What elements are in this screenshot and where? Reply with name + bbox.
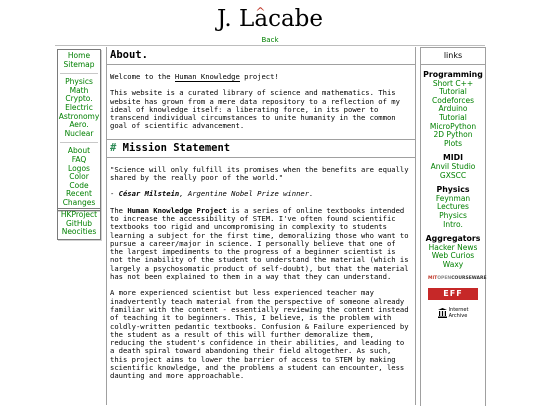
nav-link-physics[interactable]: Physics (65, 77, 93, 87)
project-paragraph: The Human Knowledge Project is a series of online textbooks intended to increase the accessibility of STEM. I've often found scientific textbooks too rigid and uncompromising in complexity to students learning a subject for the first time, demoralizing those who want to pursue a career/major in science. I personally believe that one of the largest impediments to the progress of a beginner scientist is not the inability of the student to understand the material (which is largely a psychosomatic product of self-doubt), but that the material has not been explained to them in a way that they can understand. (110, 205, 409, 282)
nav-link-math[interactable]: Math (69, 85, 89, 95)
nav-link-github[interactable]: GitHub (66, 218, 92, 228)
nav-link-sitemap[interactable]: Sitemap (63, 59, 95, 69)
header-divider (55, 45, 485, 46)
link-arduino-tutorial[interactable]: Tutorial (439, 112, 467, 122)
nav-link-recent[interactable]: Recent (66, 189, 92, 199)
intro-paragraph: This website is a curated library of science and mathematics. This website has grown from a mere data repository to a reflection of my ideal of knowledge itself: a liberating force, in its power to transcend individual circumstances to unite humanity in the common goal of scientific advancement. (110, 88, 400, 131)
links-sidebar (420, 47, 486, 406)
link-anvil-studio[interactable]: Anvil Studio (430, 161, 476, 171)
nav-link-astronomy[interactable]: Astronomy (58, 111, 100, 121)
nav-link-about[interactable]: About (67, 146, 91, 156)
logo-suffix: cabe (268, 6, 323, 32)
link-codeforces[interactable]: Codeforces (432, 95, 474, 105)
welcome-text: Welcome to the Human Knowledge project! (110, 72, 279, 81)
nav-link-logos[interactable]: Logos (68, 163, 90, 173)
heading-hash: # (110, 141, 117, 154)
links-section-physics: Physics Feynman Lectures Physics Intro. (421, 186, 485, 229)
nav-divider (60, 142, 98, 143)
nav-link-changes[interactable]: Changes (62, 197, 96, 207)
nav-box-home (57, 49, 101, 211)
link-plots[interactable]: Plots (443, 138, 463, 148)
site-logo[interactable] (0, 6, 540, 32)
nav-link-home[interactable]: Home (67, 51, 91, 60)
links-section-aggregators: Aggregators Hacker News Web Curios Waxy (421, 235, 485, 269)
link-2d-python[interactable]: 2D Python (433, 130, 473, 140)
link-physics-intro[interactable]: Physics (439, 210, 467, 220)
links-title: links (421, 48, 485, 65)
link-lectures[interactable]: Lectures (437, 202, 469, 212)
quote-attribution: - César Milstein, Argentine Nobel Prize winner. (110, 189, 314, 199)
link-micropython[interactable]: MicroPython (429, 121, 477, 131)
link-arduino[interactable]: Arduino (438, 104, 468, 114)
nav-divider (60, 73, 98, 74)
nav-link-color[interactable]: Color (69, 172, 89, 182)
logo-prefix: J. L (217, 6, 255, 32)
link-hacker-news[interactable]: Hacker News (428, 242, 478, 252)
nav-link-code[interactable]: Code (69, 180, 89, 190)
link-tutorial[interactable]: Tutorial (439, 87, 467, 97)
internet-archive-badge[interactable]: Internet Archive (428, 306, 478, 320)
nav-box-projects (57, 208, 101, 240)
links-section-midi: MIDI Anvil Studio GXSCC (421, 154, 485, 180)
nav-link-hkproject[interactable]: HKProject (60, 210, 98, 219)
link-web-curios[interactable]: Web Curios (431, 251, 475, 261)
attribution-name: César Milstein (118, 189, 180, 199)
nav-link-nuclear[interactable]: Nuclear (64, 128, 94, 138)
eff-badge[interactable]: EFF (428, 288, 478, 300)
nav-link-crypto[interactable]: Crypto. (65, 94, 93, 104)
link-waxy[interactable]: Waxy (442, 259, 464, 269)
link-feynman[interactable]: Feynman (435, 193, 471, 203)
links-section-programming: Programming Short C++ Tutorial Codeforces Arduino Tutorial MicroPython 2D Python Plots (421, 71, 485, 148)
archive-building-icon (438, 308, 447, 318)
nav-link-neocities[interactable]: Neocities (61, 227, 97, 237)
link-gxscc[interactable]: GXSCC (439, 170, 467, 180)
nav-link-faq[interactable]: FAQ (71, 154, 87, 164)
quote-text: "Science will only fulfill its promises when the benefits are equally shared by the really poor of the world." (110, 164, 409, 183)
nav-link-aero[interactable]: Aero. (69, 120, 89, 130)
human-knowledge-link[interactable]: Human Knowledge (174, 72, 240, 81)
teaching-paragraph: A more experienced scientist but less experienced teacher may inadvertently teach material from the perspective of someone already familiar with the content - essentially reviewing the content instead of teaching it to beginners. This, I believe, is the problem with coldly-written pedantic textbooks. Confusion & Failure experienced by the student as a result of this will further demoralize them, reducing the student's confidence in their abilities, and leading to a death spiral toward abandoning their field altogether. As such, this project aims to lower the barrier of access to STEM by making scientific knowledge, and the problems a student can encounter, less daunting and more approachable. (110, 288, 409, 381)
link-short-cpp[interactable]: Short C++ (432, 78, 474, 88)
back-link[interactable]: Back (261, 36, 279, 44)
link-intro[interactable]: Intro. (443, 219, 463, 229)
nav-link-electric[interactable]: Electric (65, 102, 93, 112)
about-heading: About. (107, 47, 415, 65)
logo-hat-letter: ^ a (254, 6, 268, 32)
main-content (106, 47, 416, 405)
mission-heading: # Mission Statement (107, 139, 415, 158)
mit-ocw-badge[interactable]: MITOPENCOURSEWARE (428, 276, 487, 282)
